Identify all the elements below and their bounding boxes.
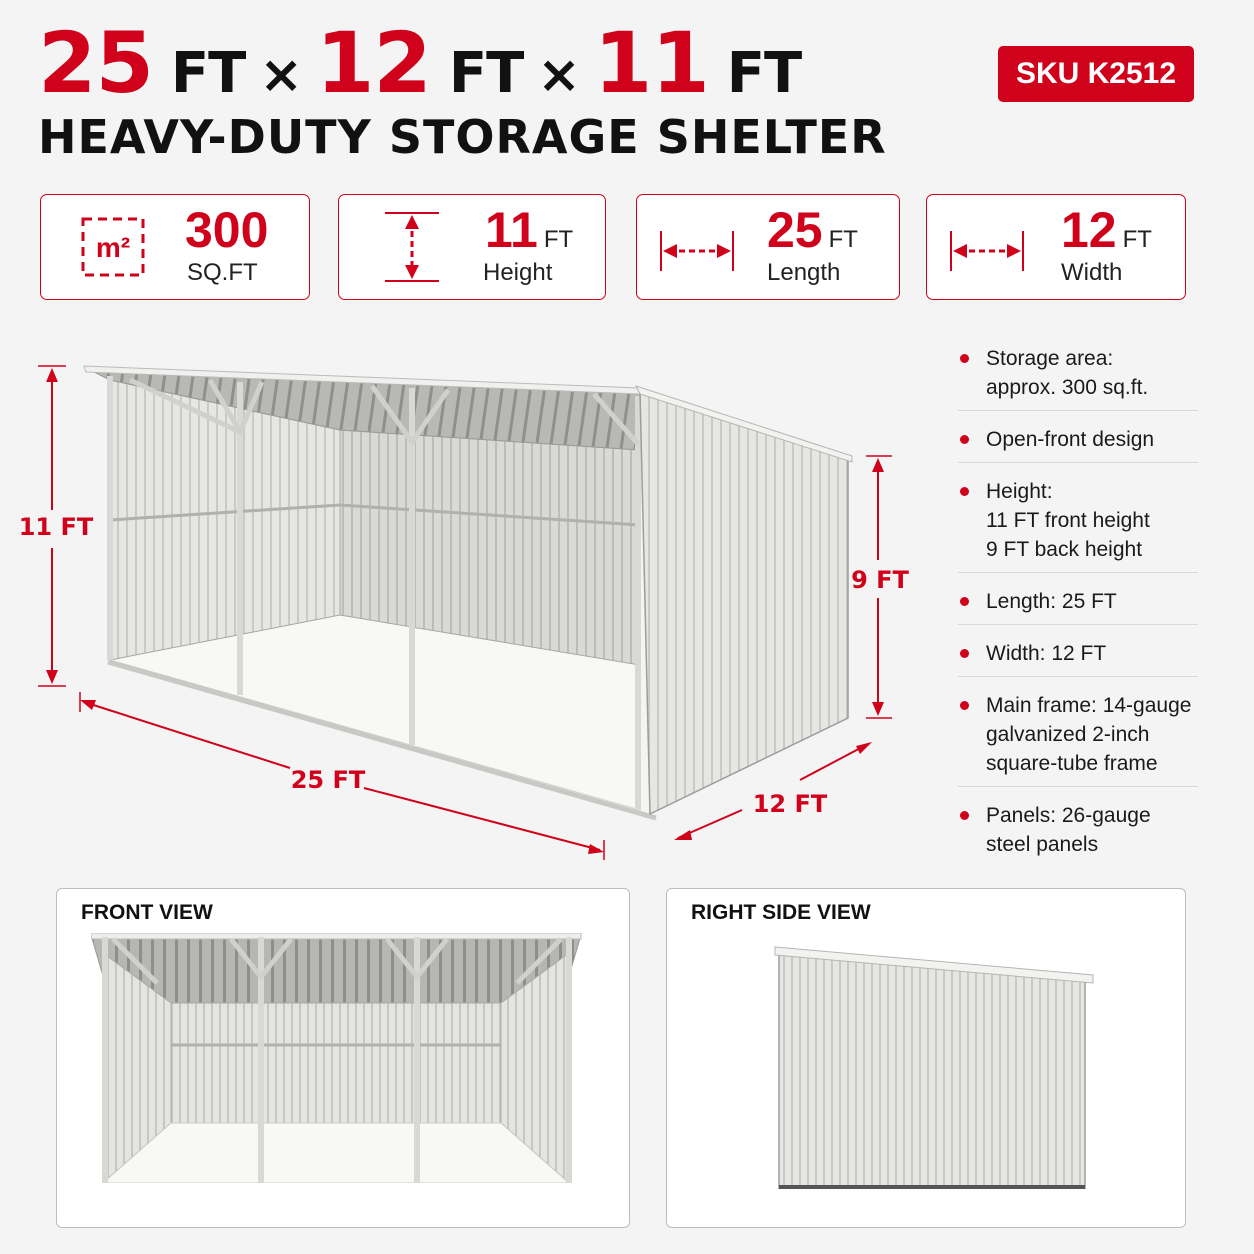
length-arrow-icon <box>657 221 737 281</box>
spec-width-box <box>926 194 1186 300</box>
spec-width-unit: FT <box>1122 226 1152 253</box>
shelter-diagram <box>0 330 940 870</box>
title-height-value: 11 <box>593 14 709 112</box>
title-times-sign: × <box>259 45 302 105</box>
title-height-unit: FT <box>726 41 802 106</box>
spec-height-unit: FT <box>543 226 574 253</box>
sku-badge: SKU K2512 <box>998 46 1194 102</box>
height-arrow-icon <box>377 207 447 287</box>
spec-height-box <box>338 194 606 300</box>
spec-width-label: Width <box>1061 259 1123 286</box>
dim-length-label: 25 FT <box>290 766 366 794</box>
dim-height-back-label: 9 FT <box>851 566 909 594</box>
spec-length-box <box>636 194 900 300</box>
dimension-height-back <box>851 456 909 718</box>
front-view-title: FRONT VIEW <box>81 901 213 924</box>
title-times-sign-2: × <box>537 45 580 105</box>
feature-item-open-front: Open-front design <box>958 421 1198 463</box>
area-m2-icon <box>79 213 149 283</box>
front-view-panel <box>56 888 630 1228</box>
spec-area-label: SQ.FT <box>187 259 258 286</box>
side-view-panel <box>666 888 1186 1228</box>
spec-length-label: Length <box>767 259 841 286</box>
feature-item-width: Width: 12 FT <box>958 635 1198 677</box>
title-length-value: 25 <box>38 14 153 112</box>
page-title <box>38 14 815 112</box>
spec-area-box <box>40 194 310 300</box>
width-arrow-icon <box>947 221 1027 281</box>
spec-width-value: 12 <box>1061 202 1117 258</box>
feature-item-height: Height: 11 FT front height 9 FT back height <box>958 473 1198 573</box>
area-icon-text: m² <box>95 232 131 263</box>
title-length-unit: FT <box>170 41 246 106</box>
spec-area-value: 300 <box>185 202 269 258</box>
spec-height-label: Height <box>483 259 553 286</box>
page-subtitle: HEAVY-DUTY STORAGE SHELTER <box>38 110 887 164</box>
dimension-height-front <box>19 366 94 686</box>
feature-item-main-frame: Main frame: 14-gauge galvanized 2-inch square-tube frame <box>958 687 1198 787</box>
shelter-right-wall <box>640 392 848 814</box>
side-view-image <box>767 939 1097 1189</box>
title-width-value: 12 <box>315 14 431 112</box>
dim-width-label: 12 FT <box>752 790 828 818</box>
dim-height-front-label: 11 FT <box>18 513 94 541</box>
side-view-title: RIGHT SIDE VIEW <box>691 901 871 924</box>
feature-item-panels: Panels: 26-gauge steel panels <box>958 797 1198 867</box>
title-width-unit: FT <box>448 41 524 106</box>
front-view-image <box>91 933 591 1183</box>
feature-list <box>958 340 1198 877</box>
spec-length-value: 25 <box>767 202 823 258</box>
spec-length-unit: FT <box>828 226 858 253</box>
feature-item-length: Length: 25 FT <box>958 583 1198 625</box>
feature-item-storage-area: Storage area: approx. 300 sq.ft. <box>958 340 1198 411</box>
spec-height-value: 11 <box>485 202 538 258</box>
